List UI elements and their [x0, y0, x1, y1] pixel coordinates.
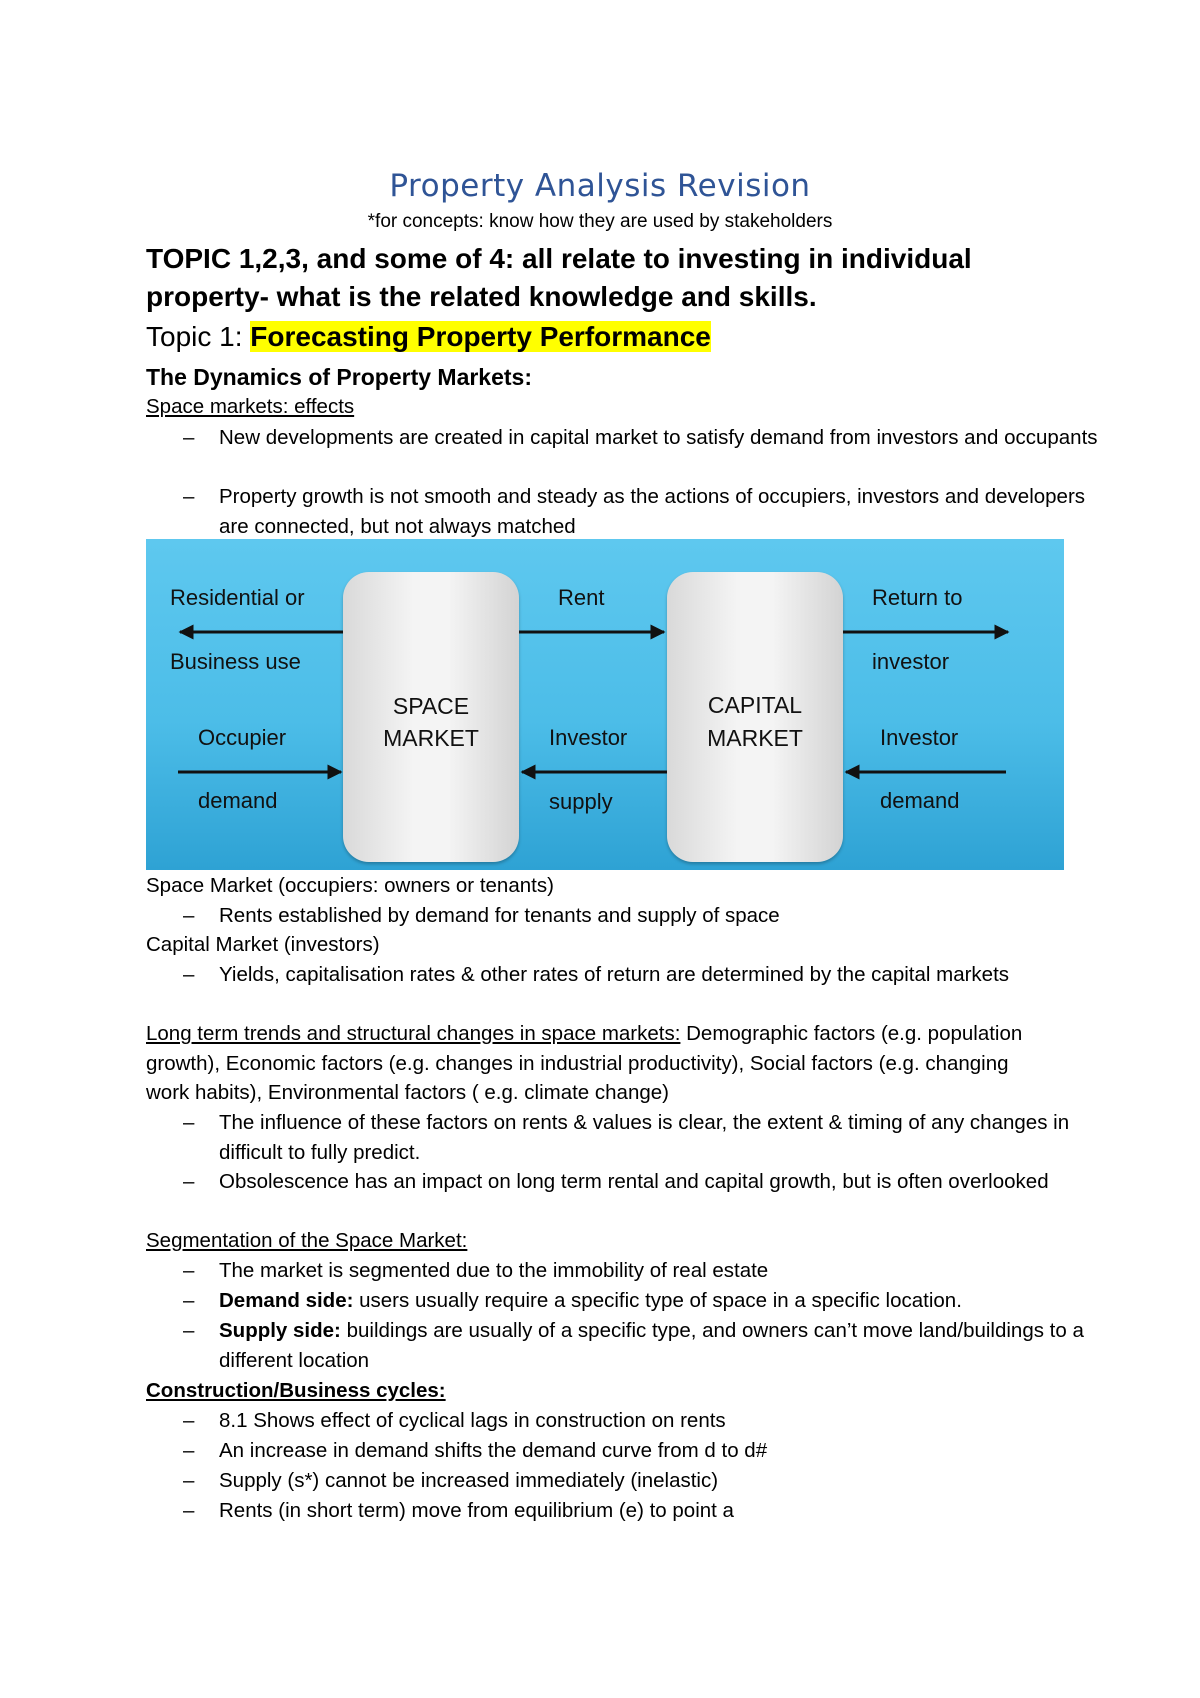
- label-investor-right: investor: [872, 649, 950, 674]
- bullet-dash: –: [183, 904, 195, 927]
- bullet-dash: –: [183, 963, 195, 986]
- construction-heading: Construction/Business cycles:: [146, 1379, 446, 1402]
- construction-bullet-2: An increase in demand shifts the demand curve from d to d#: [219, 1439, 768, 1462]
- label-business-use: Business use: [170, 649, 301, 674]
- bullet-dash: –: [183, 1439, 195, 1462]
- topics-heading: TOPIC 1,2,3, and some of 4: all relate to investing in individual property- what is the related knowledge and skills.: [146, 243, 972, 312]
- space-market-heading: Space Market (occupiers: owners or tenants): [146, 874, 554, 897]
- bullet-dash: –: [183, 1469, 195, 1492]
- construction-bullet-1: 8.1 Shows effect of cyclical lags in construction on rents: [219, 1409, 726, 1432]
- capital-box-label-1: CAPITAL: [707, 692, 803, 718]
- segmentation-bullet-1: The market is segmented due to the immobility of real estate: [219, 1259, 769, 1282]
- space-markets-bullet-2: Property growth is not smooth and steady as the actions of occupiers, investors and developers are connected, but not always matched: [219, 485, 1086, 538]
- long-term-heading: Long term trends and structural changes in space markets:: [146, 1022, 681, 1045]
- label-residential: Residential or: [170, 585, 305, 610]
- label-occupier: Occupier: [198, 725, 287, 750]
- space-market-bullet: Rents established by demand for tenants and supply of space: [219, 904, 780, 927]
- topic-heading: [146, 320, 711, 354]
- long-term-bullet-2: Obsolescence has an impact on long term rental and capital growth, but is often overlooked: [219, 1170, 1049, 1193]
- label-investor-demand-2: demand: [880, 788, 960, 813]
- document-title: Property Analysis Revision: [389, 168, 811, 204]
- label-rent: Rent: [558, 585, 605, 610]
- demand-side-text: users usually require a specific type of space in a specific location.: [353, 1289, 962, 1312]
- label-demand-left: demand: [198, 788, 278, 813]
- market-flow-diagram: [146, 539, 1064, 870]
- construction-bullet-3: Supply (s*) cannot be increased immediately (inelastic): [219, 1469, 719, 1492]
- bullet-dash: –: [183, 1289, 195, 1312]
- construction-bullet-4: Rents (in short term) move from equilibrium (e) to point a: [219, 1499, 734, 1522]
- topic-prefix: Topic 1:: [146, 321, 243, 352]
- space-box-label-1: SPACE: [392, 693, 470, 719]
- demand-side-label: Demand side:: [219, 1289, 354, 1312]
- space-markets-heading: Space markets: effects: [146, 395, 355, 418]
- topic-highlight: Forecasting Property Performance: [250, 321, 711, 352]
- bullet-dash: –: [183, 1170, 195, 1193]
- label-investor-demand-1: Investor: [880, 725, 959, 750]
- bullet-dash: –: [183, 1409, 195, 1432]
- space-box-label-2: MARKET: [383, 725, 479, 751]
- bullet-dash: –: [183, 485, 195, 508]
- label-supply: supply: [549, 789, 613, 814]
- capital-box-label-2: MARKET: [707, 725, 803, 751]
- dynamics-heading: The Dynamics of Property Markets:: [146, 364, 533, 390]
- bullet-dash: –: [183, 1111, 195, 1134]
- long-term-paragraph: [146, 1019, 1056, 1108]
- segmentation-heading: Segmentation of the Space Market:: [146, 1229, 468, 1252]
- bullet-dash: –: [183, 1319, 195, 1342]
- bullet-dash: –: [183, 1259, 195, 1282]
- supply-side-label: Supply side:: [219, 1319, 341, 1342]
- long-term-bullet-1: The influence of these factors on rents & values is clear, the extent & timing of any changes in difficult to fully predict.: [219, 1111, 1070, 1164]
- document-subtitle: *for concepts: know how they are used by stakeholders: [367, 211, 833, 232]
- supply-side-text: buildings are usually of a specific type, and owners can’t move land/buildings to a different location: [219, 1319, 1084, 1372]
- space-markets-bullet-1: New developments are created in capital market to satisfy demand from investors and occupants: [219, 426, 1098, 449]
- segmentation-bullet-3: [219, 1316, 1099, 1375]
- label-return-to: Return to: [872, 585, 963, 610]
- label-investor-mid: Investor: [549, 725, 628, 750]
- capital-market-heading: Capital Market (investors): [146, 933, 380, 956]
- segmentation-bullet-2: [219, 1286, 1099, 1316]
- bullet-dash: –: [183, 426, 195, 449]
- capital-market-bullet: Yields, capitalisation rates & other rates of return are determined by the capital markets: [219, 963, 1010, 986]
- long-term-text: Demographic factors (e.g. population growth), Economic factors (e.g. changes in industrial productivity), Social factors (e.g. changing work habits), Environmental factors ( e.g. climate change): [146, 1022, 1023, 1104]
- bullet-dash: –: [183, 1499, 195, 1522]
